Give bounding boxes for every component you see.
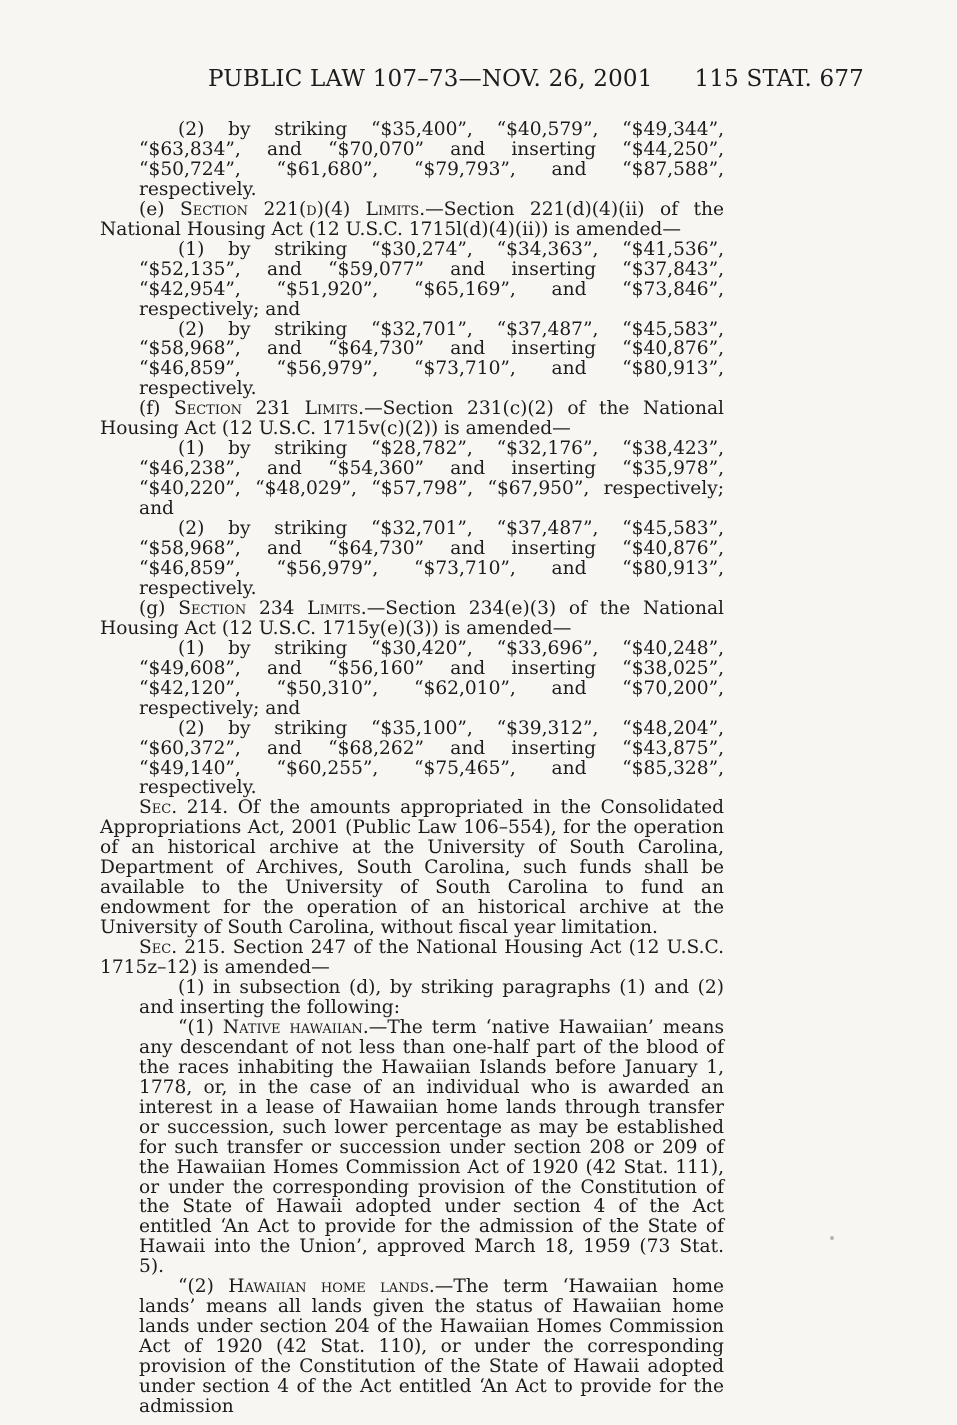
heading-small-caps: Section 234 Limits [178,597,361,619]
heading-small-caps: Sec [139,937,172,959]
paragraph-p09 [100,639,724,719]
paragraph-p13 [100,978,724,1018]
paragraph-p05 [100,399,724,439]
paragraph-p11 [100,798,724,938]
paragraph-p14 [100,1018,724,1277]
scan-speck [830,1236,834,1240]
paragraph-p12 [100,938,724,978]
text-segment: (g) [139,597,179,619]
heading-small-caps: Sec [139,797,172,819]
paragraph-p07 [100,519,724,599]
heading-small-caps: Hawaiian home lands [228,1276,429,1298]
text-segment: (f) [139,398,174,420]
paragraph-p03 [100,240,724,320]
text-segment: .—The term ‘native Hawaiian’ means any descendant of not less than one-half part of the blood of the races inhabiting the Hawaiian Islands before January 1, 1778, or, in the case of an individual who is awarded an interest in a lease of Hawaiian home lands through transfer or succession, such lower percentage as may be established for such transfer or succession under section 208 or 209 of the Hawaiian Homes Commission Act of 1920 (42 Stat. 111), or under the corresponding provision of the Constitution of the State of Hawaii adopted under section 4 of the Act entitled ‘An Act to provide for the admission of the State of Hawaii into the Union’, approved March 18, 1959 (73 Stat. 5). [139,1016,724,1278]
text-segment: “(2) [178,1276,229,1298]
text-segment: . 215. Section 247 of the National Housing Act (12 U.S.C. 1715z–12) is amended— [100,937,724,979]
text-segment: . 214. Of the amounts appropriated in the Consolidated Appropriations Act, 2001 (Public Law 106–554), for the operation of an historical archive at the University of South Carolina, Department of Archives, South Carolina, such funds shall be available to the University of South Carolina to fund an endowment for the operation of an historical archive at the University of South Carolina, without fiscal year limitation. [100,797,724,939]
document-body [100,120,724,1417]
text-segment: (2) by striking “$32,701”, “$37,487”, “$45,583”, “$58,968”, and “$64,730” and inserting “$40,876”, “$46,859”, “$56,979”, “$73,710”, and “$80,913”, respectively. [139,318,724,400]
text-segment: .—Section 234(e)(3) of the National Housing Act (12 U.S.C. 1715y(e)(3)) is amended— [100,597,724,639]
heading-small-caps: Native hawaiian [222,1016,363,1038]
header-stat-page: 115 STAT. 677 [694,66,864,92]
page-header [208,66,864,106]
text-segment: (2) by striking “$35,400”, “$40,579”, “$49,344”, “$63,834”, and “$70,070” and inserting “$44,250”, “$50,724”, “$61,680”, “$79,793”, and “$87,588”, respectively. [139,119,724,200]
text-segment: (1) by striking “$30,274”, “$34,363”, “$41,536”, “$52,135”, and “$59,077” and inserting “$37,843”, “$42,954”, “$51,920”, “$65,169”, and “$73,846”, respectively; and [139,238,724,320]
header-title: PUBLIC LAW 107–73—NOV. 26, 2001 [208,66,653,92]
text-segment: (1) by striking “$30,420”, “$33,696”, “$40,248”, “$49,608”, and “$56,160” and inserting “$38,025”, “$42,120”, “$50,310”, “$62,010”, and “$70,200”, respectively; and [139,637,724,719]
text-segment: (2) by striking “$32,701”, “$37,487”, “$45,583”, “$58,968”, and “$64,730” and inserting “$40,876”, “$46,859”, “$56,979”, “$73,710”, and “$80,913”, respectively. [139,518,724,599]
text-segment: (e) [139,198,180,220]
heading-small-caps: Section 221(d)(4) Limits [179,198,420,220]
text-segment: .—Section 231(c)(2) of the National Housing Act (12 U.S.C. 1715v(c)(2)) is amended— [100,398,724,440]
text-segment: (1) by striking “$28,782”, “$32,176”, “$38,423”, “$46,238”, and “$54,360” and inserting “$35,978”, “$40,220”, “$48,029”, “$57,798”, “$67,950”, respectively; and [139,438,724,520]
heading-small-caps: Section 231 Limits [173,398,359,420]
paragraph-p10 [100,719,724,799]
paragraph-p15 [100,1277,724,1417]
text-segment: (1) in subsection (d), by striking paragraphs (1) and (2) and inserting the following: [139,976,724,1018]
text-segment: “(1) [178,1016,223,1038]
paragraph-p06 [100,439,724,519]
paragraph-p04 [100,320,724,400]
text-segment: (2) by striking “$35,100”, “$39,312”, “$48,204”, “$60,372”, and “$68,262” and inserting “$43,875”, “$49,140”, “$60,255”, “$75,465”, and “$85,328”, respectively. [139,717,724,799]
text-segment: .—Section 221(d)(4)(ii) of the National Housing Act (12 U.S.C. 1715l(d)(4)(ii)) is amended— [100,198,724,240]
text-segment: .—The term ‘Hawaiian home lands’ means all lands given the status of Hawaiian home lands under section 204 of the Hawaiian Homes Commission Act of 1920 (42 Stat. 110), or under the corresponding provision of the Constitution of the State of Hawaii adopted under section 4 of the Act entitled ‘An Act to provide for the admission [139,1276,724,1417]
paragraph-p01 [100,120,724,200]
paragraph-p08 [100,599,724,639]
paragraph-p02 [100,200,724,240]
